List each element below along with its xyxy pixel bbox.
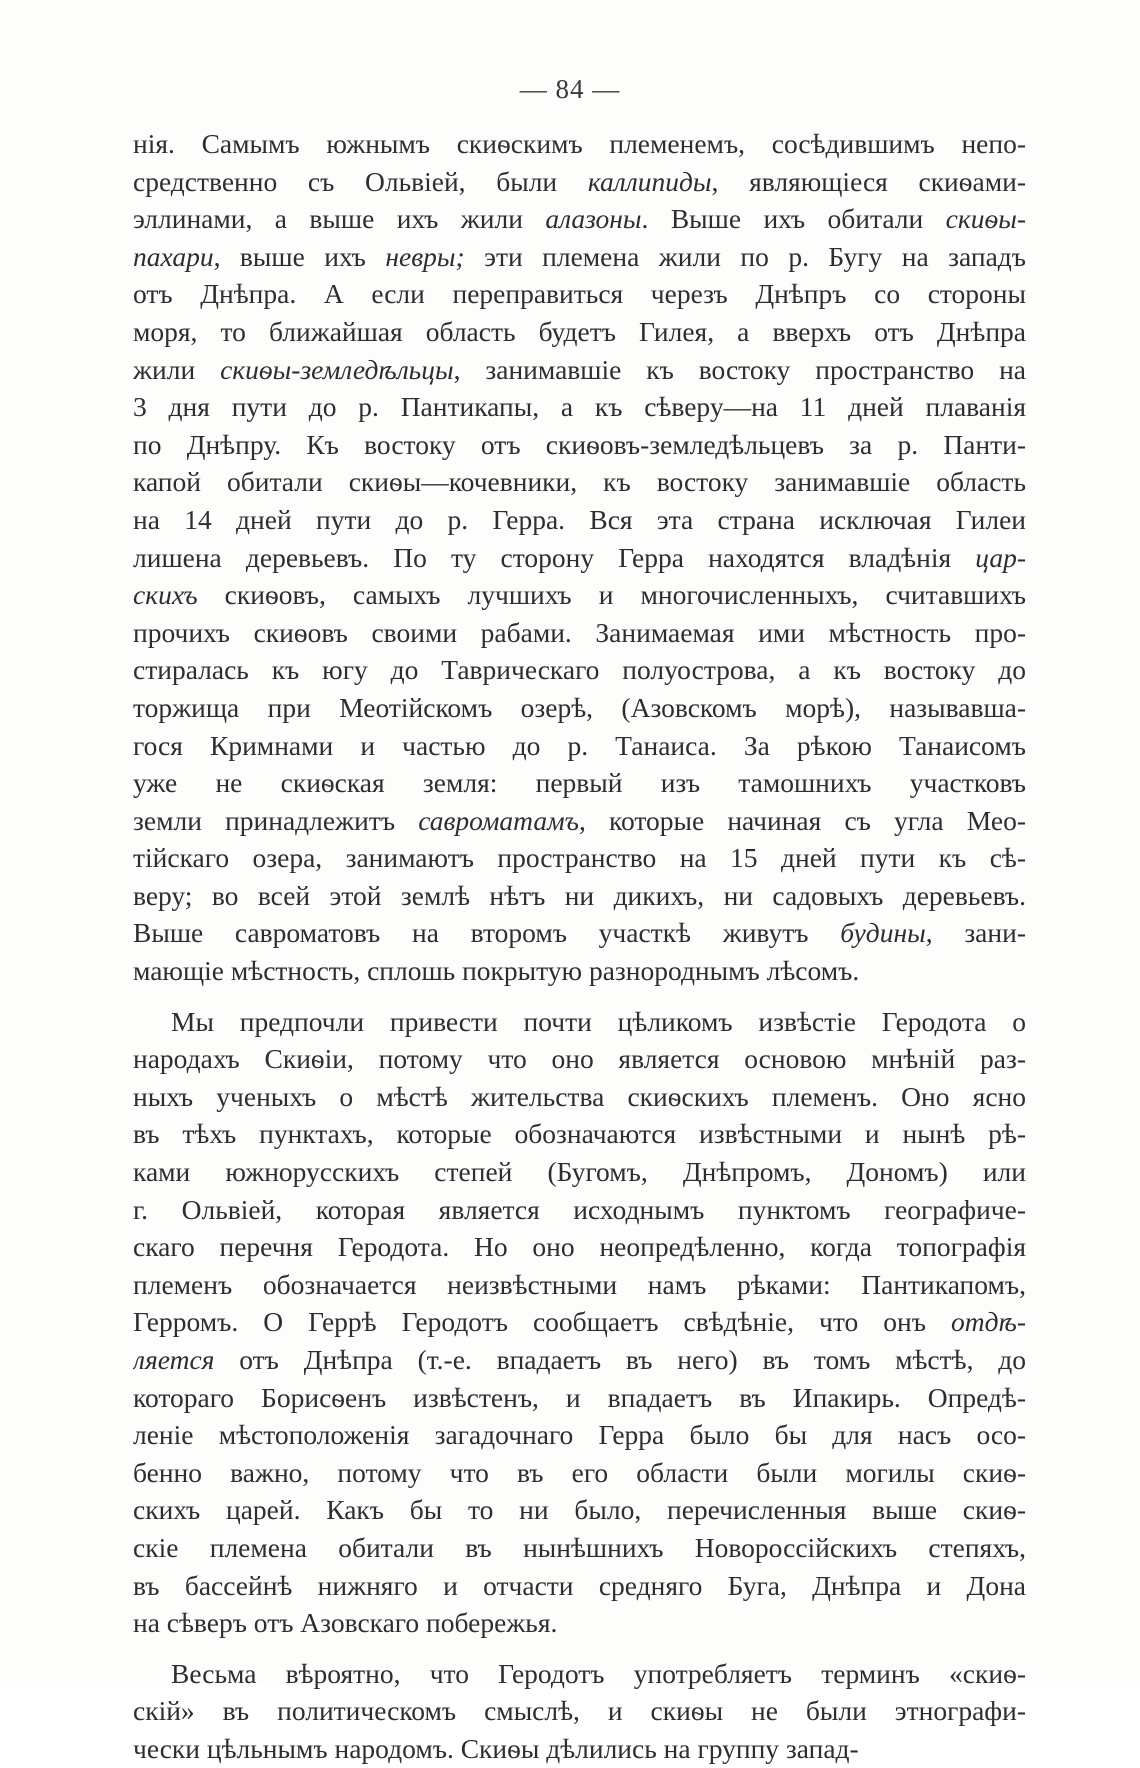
text-run: ныхъ ученыхъ о мѣстѣ жительства скиѳскихъ племенъ. Оно ясно [133, 1080, 1026, 1112]
italic-term: цар- [975, 541, 1026, 573]
text-line [133, 1078, 1026, 1116]
text-line [133, 576, 1026, 614]
text-run: скиѳовъ, самыхъ лучшихъ и многочисленныхъ, считавшихъ [197, 579, 1026, 611]
text-run: мающіе мѣстность, сплошь покрытую разнороднымъ лѣсомъ. [133, 955, 860, 987]
text-line [133, 163, 1026, 201]
text-run: тійскаго озера, занимаютъ пространство на 15 дней пути къ сѣ- [133, 842, 1026, 874]
text-line [133, 1529, 1026, 1567]
text-line [133, 463, 1026, 501]
italic-term: алазоны [545, 203, 642, 235]
text-line [133, 764, 1026, 802]
text-run: земли принадлежитъ [133, 804, 419, 836]
text-run: Герромъ. О Геррѣ Геродотъ сообщаетъ свѣдѣніе, что онъ [133, 1306, 951, 1338]
text-line [133, 1191, 1026, 1229]
text-line [133, 1567, 1026, 1605]
text-run: , выше ихъ [213, 240, 386, 272]
paragraph-gap [133, 1642, 1026, 1655]
italic-term: скиѳы-земледѣльцы [220, 353, 454, 385]
text-line [133, 1115, 1026, 1153]
text-line [133, 501, 1026, 539]
text-line [133, 1604, 1026, 1642]
text-line [133, 125, 1026, 163]
text-run: стиралась къ югу до Таврическаго полуострова, а къ востоку до [133, 654, 1026, 686]
text-body [133, 125, 1026, 1768]
italic-term: ляется [133, 1344, 215, 1375]
text-line [133, 1730, 1026, 1768]
text-run: средственно съ Ольвіей, были [133, 165, 588, 197]
text-line [133, 1003, 1026, 1041]
text-line [133, 802, 1026, 840]
text-run: , занимавшіе къ востоку пространство на [453, 353, 1026, 385]
text-line [133, 1341, 1026, 1379]
italic-term: скихъ [133, 579, 198, 611]
text-run: эллинами, а выше ихъ жили [133, 203, 546, 235]
italic-term: скиѳы- [945, 203, 1026, 235]
text-line [133, 727, 1026, 765]
text-line [133, 1416, 1026, 1454]
paragraph [133, 1655, 1026, 1768]
text-run: на 14 дней пути до р. Герра. Вся эта страна исключая Гилеи [133, 503, 1026, 535]
italic-term: пахари [133, 240, 214, 272]
text-line [133, 238, 1026, 276]
text-line [133, 313, 1026, 351]
text-run: котораго Борисѳенъ извѣстенъ, и впадаетъ въ Ипакирь. Опредѣ- [133, 1381, 1026, 1413]
paragraph-gap [133, 990, 1026, 1003]
text-line [133, 1266, 1026, 1304]
text-line [133, 1692, 1026, 1730]
text-line [133, 388, 1026, 426]
text-line [133, 426, 1026, 464]
text-run: прочихъ скиѳовъ своими рабами. Занимаемая ими мѣстность про- [133, 616, 1026, 648]
italic-term: будины [840, 917, 926, 949]
text-run: 3 дня пути до р. Пантикапы, а къ сѣверу—на 11 дней плаванія [133, 391, 1026, 423]
text-line [133, 1153, 1026, 1191]
text-run: Выше савроматовъ на второмъ участкѣ живутъ [133, 917, 841, 949]
text-line [133, 1491, 1026, 1529]
text-line [133, 952, 1026, 990]
text-run: Мы предпочли привести почти цѣликомъ извѣстіе Геродота о [171, 1005, 1026, 1037]
text-run: нія. Самымъ южнымъ скиѳскимъ племенемъ, сосѣдившимъ непо- [133, 128, 1026, 159]
text-run: скихъ царей. Какъ бы то ни было, перечисленныя выше скиѳ- [133, 1494, 1026, 1526]
text-line [133, 1655, 1026, 1693]
text-run: , являющіеся скиѳами- [711, 165, 1026, 197]
text-line [133, 351, 1026, 389]
text-run: г. Ольвіей, которая является исходнымъ пунктомъ географиче- [133, 1193, 1026, 1225]
text-run: по Днѣпру. Къ востоку отъ скиѳовъ-земледѣльцевъ за р. Панти- [133, 428, 1026, 460]
text-run: , зани- [925, 917, 1026, 949]
text-run: веру; во всей этой землѣ нѣтъ ни дикихъ, ни садовыхъ деревьевъ. [133, 879, 1026, 911]
text-run: отъ Днѣпра. А если переправиться черезъ Днѣпръ со стороны [133, 278, 1026, 310]
text-run: скіе племена обитали въ нынѣшнихъ Новороссійскихъ степяхъ, [133, 1531, 1026, 1563]
paragraph [133, 125, 1026, 990]
text-line [133, 275, 1026, 313]
text-run: уже не скиѳская земля: первый изъ тамошнихъ участковъ [133, 767, 1026, 799]
text-run: въ бассейнѣ нижняго и отчасти средняго Буга, Днѣпра и Дона [133, 1569, 1026, 1601]
text-line [133, 877, 1026, 915]
italic-term: каллипиды [587, 165, 712, 197]
text-line [133, 689, 1026, 727]
text-line [133, 539, 1026, 577]
text-run: лишена деревьевъ. По ту сторону Герра находятся владѣнія [133, 541, 976, 573]
text-run: гося Кримнами и частью до р. Танаиса. За рѣкою Танаисомъ [133, 729, 1026, 761]
text-run: народахъ Скиѳіи, потому что оно является основою мнѣній раз- [133, 1043, 1026, 1075]
text-run: племенъ обозначается неизвѣстными намъ рѣками: Пантикапомъ, [133, 1268, 1026, 1300]
text-run: скаго перечня Геродота. Но оно неопредѣленно, когда топографія [133, 1231, 1026, 1263]
text-run: скій» въ политическомъ смыслѣ, и скиѳы не были этнографи- [133, 1695, 1026, 1727]
text-run: ками южнорусскихъ степей (Бугомъ, Днѣпромъ, Дономъ) или [133, 1156, 1026, 1188]
text-line [133, 1303, 1026, 1341]
text-run: моря, то ближайшая область будетъ Гилея, а вверхъ отъ Днѣпра [133, 315, 1026, 347]
text-run: торжища при Меотійскомъ озерѣ, (Азовскомъ морѣ), называвша- [133, 691, 1026, 723]
text-line [133, 614, 1026, 652]
text-run: капой обитали скиѳы—кочевники, къ востоку занимавшіе область [133, 466, 1026, 498]
text-line [133, 1454, 1026, 1492]
text-run: отъ Днѣпра (т.-е. впадаетъ въ него) въ томъ мѣстѣ, до [214, 1344, 1026, 1375]
text-line [133, 839, 1026, 877]
text-line [133, 200, 1026, 238]
text-run: чески цѣльнымъ народомъ. Скиѳы дѣлились на группу запад- [133, 1732, 859, 1764]
page-number: — 84 — [519, 74, 621, 104]
text-line [133, 1228, 1026, 1266]
text-run: эти племена жили по р. Бугу на западъ [464, 240, 1026, 272]
text-line [133, 914, 1026, 952]
paragraph [133, 1003, 1026, 1642]
text-line [133, 1379, 1026, 1417]
text-run: на сѣверъ отъ Азовскаго побережья. [133, 1607, 558, 1639]
text-line [133, 1040, 1026, 1078]
text-run: леніе мѣстоположенія загадочнаго Герра было бы для насъ осо- [133, 1419, 1026, 1451]
text-run: жили [133, 353, 221, 385]
text-run: , которые начиная съ угла Мео- [578, 804, 1026, 836]
italic-term: невры; [385, 240, 465, 272]
text-run: въ тѣхъ пунктахъ, которые обозначаются извѣстными и нынѣ рѣ- [133, 1118, 1026, 1150]
italic-term: отдѣ- [950, 1306, 1026, 1338]
text-run: бенно важно, потому что въ его области были могилы скиѳ- [133, 1456, 1026, 1488]
text-run: . Выше ихъ обитали [641, 203, 946, 235]
text-line [133, 651, 1026, 689]
text-run: Весьма вѣроятно, что Геродотъ употребляетъ терминъ «скиѳ- [171, 1657, 1026, 1689]
italic-term: савроматамъ [418, 804, 579, 836]
